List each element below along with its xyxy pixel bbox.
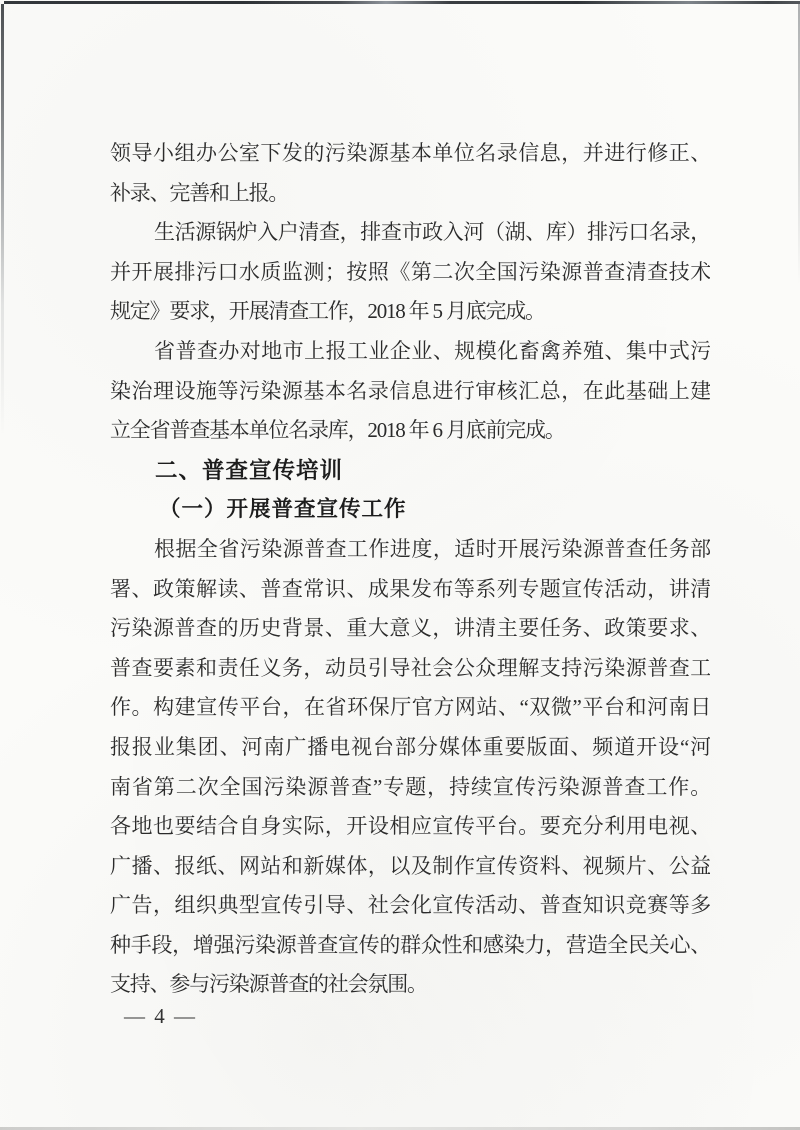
body-line: 种手段，增强污染源普查宣传的群众性和感染力，营造全民关心、 [110, 932, 710, 957]
subsection-heading: （一）开展普查宣传工作 [159, 497, 407, 522]
body-line: 普查要素和责任义务，动员引导社会公众理解支持污染源普查工 [110, 655, 710, 680]
document-text-block [110, 134, 710, 1005]
body-line: 署、政策解读、普查常识、成果发布等系列专题宣传活动，讲清 [110, 576, 710, 601]
body-line: 立全省普查基本单位名录库，2018 年 6 月底前完成。 [110, 418, 565, 443]
body-line: 领导小组办公室下发的污染源基本单位名录信息，并进行修正、 [110, 141, 710, 165]
section-heading: 二、普查宣传培训 [155, 457, 344, 483]
scan-top-edge-artifact [4, 1, 800, 4]
body-line: 污染源普查的历史背景、重大意义，讲清主要任务、政策要求、 [110, 616, 710, 641]
body-line: 根据全省污染源普查工作进度，适时开展污染源普查任务部 [154, 536, 710, 561]
body-line: 广播、报纸、网站和新媒体，以及制作宣传资料、视频片、公益 [110, 853, 710, 878]
body-line: 染治理设施等污染源基本名录信息进行审核汇总，在此基础上建 [110, 378, 710, 403]
body-line: 各地也要结合自身实际，开设相应宣传平台。要充分利用电视、 [110, 814, 710, 839]
body-line: 支持、参与污染源普查的社会氛围。 [110, 972, 427, 997]
body-line: 南省第二次全国污染源普查”专题，持续宣传污染源普查工作。 [110, 774, 710, 799]
scan-left-edge-artifact [1, 4, 4, 434]
body-line: 生活源锅炉入户清查，排查市政入河（湖、库）排污口名录， [154, 220, 710, 245]
body-line: 广告，组织典型宣传引导、社会化宣传活动、普查知识竞赛等多 [110, 893, 710, 918]
page-number: — 4 — [124, 1004, 197, 1028]
body-line: 省普查办对地市上报工业企业、规模化畜禽养殖、集中式污 [154, 338, 710, 363]
body-line: 规定》要求，开展清查工作，2018 年 5 月底完成。 [110, 299, 545, 324]
body-line: 补录、完善和上报。 [110, 180, 289, 205]
body-line: 作。构建宣传平台，在省环保厅官方网站、“双微”平台和河南日 [110, 695, 710, 720]
body-line: 并开展排污口水质监测；按照《第二次全国污染源普查清查技术 [110, 259, 710, 284]
body-line: 报报业集团、河南广播电视台部分媒体重要版面、频道开设“河 [110, 734, 710, 759]
